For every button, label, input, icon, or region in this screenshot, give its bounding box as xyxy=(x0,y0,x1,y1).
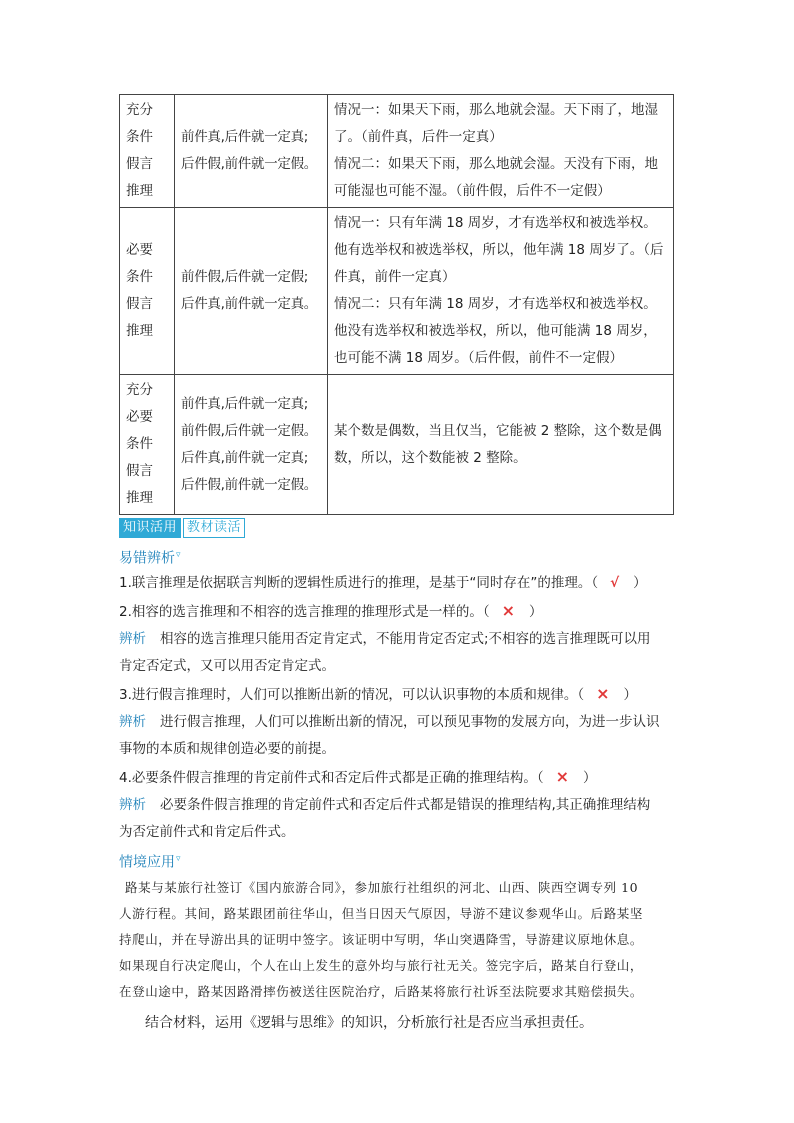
tag-textbook-reading: 教材读活 xyxy=(183,518,245,538)
type-line: 条件 xyxy=(126,129,153,145)
table-row xyxy=(120,95,674,208)
example-line: 情况二：如果天下雨，那么地就会湿。天没有下雨，地 xyxy=(334,156,658,172)
rule-line: 前件假,后件就一定假。 xyxy=(181,422,317,439)
case-material xyxy=(119,875,674,1005)
type-line: 推理 xyxy=(126,490,153,506)
analysis-line xyxy=(119,626,674,653)
analysis-label: 辨析 xyxy=(119,796,146,813)
scenario-heading: 情境应用▿ xyxy=(119,853,181,871)
example-line: 可能湿也可能不湿。（前件假，后件不一定假） xyxy=(334,183,611,199)
analysis-text: 相容的选言推理只能用否定肯定式，不能用肯定否定式;不相容的选言推理既可以用 xyxy=(160,630,651,647)
heading-mark-icon: ▿ xyxy=(176,853,181,864)
analysis-line xyxy=(119,819,674,846)
reasoning-example-cell xyxy=(328,95,674,208)
item-statement: 4.必要条件假言推理的肯定前件式和否定后件式都是正确的推理结构。（ xyxy=(119,769,544,786)
reasoning-type-cell xyxy=(120,208,175,375)
example-line: 数，所以，这个数能被 2 整除。 xyxy=(334,449,527,466)
rule-line: 前件假,后件就一定假; xyxy=(181,269,309,285)
analysis-text: 必要条件假言推理的肯定前件式和否定后件式都是错误的推理结构,其正确推理结构 xyxy=(160,796,651,813)
table-row xyxy=(120,375,674,515)
question-text: 结合材料，运用《逻辑与思维》的知识，分析旅行社是否应当承担责任。 xyxy=(145,1015,593,1032)
analysis-text: 为否定前件式和肯定后件式。 xyxy=(119,823,295,840)
rule-line: 前件真,后件就一定真; xyxy=(181,395,309,412)
error-analysis-list xyxy=(119,570,674,846)
cross-mark-icon: × xyxy=(555,766,570,786)
type-line: 充分 xyxy=(126,102,153,118)
item-close-paren: ） xyxy=(529,603,543,620)
analysis-line xyxy=(119,653,674,680)
example-line: 他没有选举权和被选举权，所以，他可能满 18 周岁， xyxy=(334,323,657,339)
analysis-text: 事物的本质和规律创造必要的前提。 xyxy=(119,740,335,757)
example-line: 也可能不满 18 周岁。（后件假，前件不一定假） xyxy=(334,350,624,366)
case-line: 在登山途中，路某因路滑摔伤被送往医院治疗，后路某将旅行社诉至法院要求其赔偿损失。 xyxy=(119,984,644,1000)
type-line: 推理 xyxy=(126,323,153,339)
rule-line: 后件假,前件就一定假。 xyxy=(181,476,317,493)
cross-mark-icon: × xyxy=(596,683,610,703)
example-line: 件真，前件一定真） xyxy=(334,269,456,285)
tag-knowledge-use: 知识活用 xyxy=(119,518,181,538)
type-line: 推理 xyxy=(126,183,153,199)
judgement-item xyxy=(119,597,674,626)
error-analysis-heading: 易错辨析▿ xyxy=(119,550,181,567)
type-line: 假言 xyxy=(126,463,153,479)
reasoning-table xyxy=(119,94,674,515)
type-line: 必要 xyxy=(126,242,153,258)
rule-line: 后件真,前件就一定真; xyxy=(181,449,309,466)
reasoning-rule-cell xyxy=(175,375,328,515)
case-line: 路某与某旅行社签订《国内旅游合同》，参加旅行社组织的河北、山西、陕西空调专列 10 xyxy=(125,880,639,896)
example-line: 他有选举权和被选举权，所以，他年满 18 周岁了。（后 xyxy=(334,242,664,258)
item-close-paren: ） xyxy=(583,769,597,786)
item-statement: 1.联言推理是依据联言判断的逻辑性质进行的推理，是基于“同时存在”的推理。（ xyxy=(119,574,599,591)
type-line: 充分 xyxy=(126,382,153,398)
reasoning-type-cell xyxy=(120,95,175,208)
heading-mark-icon: ▿ xyxy=(176,550,181,560)
rule-line: 前件真,后件就一定真; xyxy=(181,129,309,145)
rule-line: 后件假,前件就一定假。 xyxy=(181,156,317,172)
type-line: 假言 xyxy=(126,156,153,172)
example-line: 情况一：只有年满 18 周岁，才有选举权和被选举权。 xyxy=(334,215,657,231)
analysis-text: 进行假言推理，人们可以推断出新的情况，可以预见事物的发展方向，为进一步认识 xyxy=(160,713,660,730)
check-mark-icon: √ xyxy=(610,574,620,591)
section-tags xyxy=(119,518,674,538)
example-line: 了。（前件真，后件一定真） xyxy=(334,129,503,145)
case-line: 持爬山，并在导游出具的证明中签字。该证明中写明，华山突遇降雪，导游建议原地休息。 xyxy=(119,932,644,948)
example-line: 情况一：如果天下雨，那么地就会湿。天下雨了，地湿 xyxy=(334,102,658,118)
analysis-line xyxy=(119,792,674,819)
case-line: 人游行程。其间，路某跟团前往华山，但当日因天气原因，导游不建议参观华山。后路某坚 xyxy=(119,906,644,922)
judgement-item xyxy=(119,570,674,597)
table-row xyxy=(120,208,674,375)
analysis-label: 辨析 xyxy=(119,630,146,647)
item-statement: 3.进行假言推理时，人们可以推断出新的情况，可以认识事物的本质和规律。（ xyxy=(119,686,585,703)
item-close-paren: ） xyxy=(623,686,638,703)
rule-line: 后件真,前件就一定真。 xyxy=(181,296,317,312)
type-line: 必要 xyxy=(126,409,153,425)
reasoning-rule-cell xyxy=(175,208,328,375)
item-close-paren: ） xyxy=(633,574,647,591)
reasoning-rule-cell xyxy=(175,95,328,208)
type-line: 条件 xyxy=(126,436,153,452)
judgement-item xyxy=(119,680,674,709)
reasoning-example-cell xyxy=(328,208,674,375)
case-line: 如果现自行决定爬山，个人在山上发生的意外均与旅行社无关。签完字后，路某自行登山， xyxy=(119,958,644,974)
example-line: 某个数是偶数，当且仅当，它能被 2 整除，这个数是偶 xyxy=(334,422,662,439)
type-line: 条件 xyxy=(126,269,153,285)
page-content xyxy=(119,94,674,1037)
analysis-label: 辨析 xyxy=(119,713,146,730)
type-line: 假言 xyxy=(126,296,153,312)
analysis-text: 肯定否定式，又可以用否定肯定式。 xyxy=(119,657,335,674)
cross-mark-icon: × xyxy=(501,600,516,620)
judgement-item xyxy=(119,763,674,792)
item-statement: 2.相容的选言推理和不相容的选言推理的推理形式是一样的。（ xyxy=(119,603,490,620)
example-line: 情况二：只有年满 18 周岁，才有选举权和被选举权。 xyxy=(334,296,657,312)
analysis-line xyxy=(119,736,674,763)
reasoning-type-cell xyxy=(120,375,175,515)
analysis-line xyxy=(119,709,674,736)
reasoning-example-cell xyxy=(328,375,674,515)
